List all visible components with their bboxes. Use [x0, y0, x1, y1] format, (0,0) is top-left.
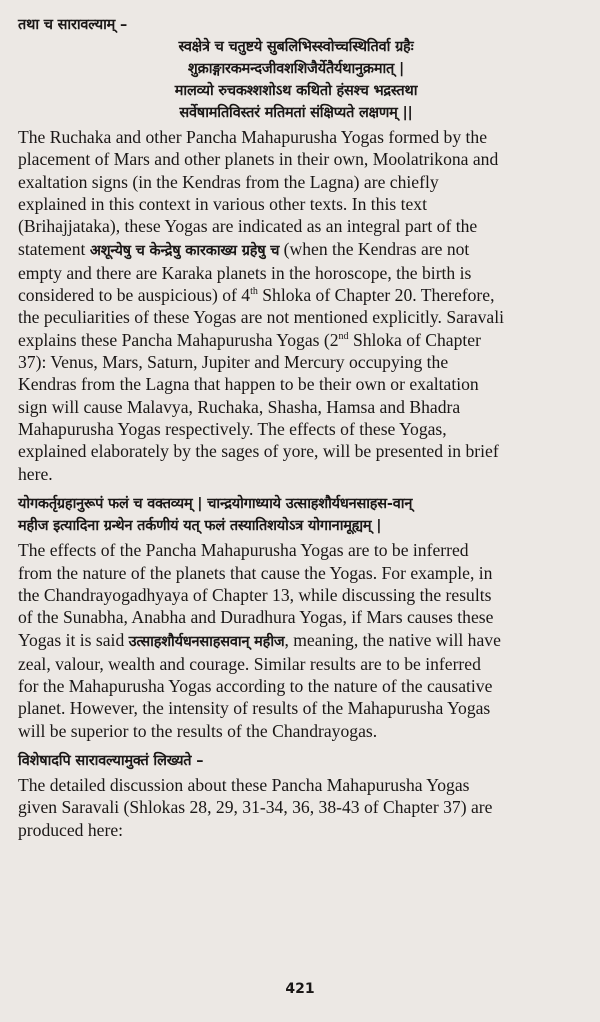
verse-line-4: सर्वेषामतिविस्तरं मतिमतां संक्षिप्यते लक्षणम् ||: [179, 105, 413, 121]
verse-yogakartr-line-2: महीज इत्यादिना ग्रन्थेन तर्कणीयं यत् फलं तस्यातिशयोऽत्र योगानामूह्यम् |: [18, 518, 382, 535]
verse-line-1: स्वक्षेत्रे च चतुष्टये सुबलिभिस्स्वोच्चस्थितिर्वा ग्रहैः: [178, 39, 414, 55]
verse-heading-visheshad: विशेषादपि सारावल्यामुक्तं लिख्यते –: [18, 752, 204, 769]
verse-line-3: मालव्यो रुचकश्शशोऽथ कथितो हंसश्च भद्रस्तथा: [174, 83, 418, 99]
verse-line-2: शुक्राङ्गारकमन्दजीवशशिजैर्येतैर्यथानुक्रमात् |: [187, 61, 405, 77]
verse-yogakartr-line-1: योगकर्तृग्रहानुरूपं फलं च वक्तव्यम् | चान्द्रयोगाध्याये उत्साहशौर्यधनसाहस-वान्: [18, 496, 413, 513]
paragraph-effects-of-yogas: The effects of the Pancha Mahapurusha Yogas are to be inferred from the nature of the planets that cause the Yogas. For example, in the Chandrayogadhyaya of Chapter 13, while discussing the results of the Sunabha, Anabha and Duradhura Yogas, if Mars causes these Yogas it is said उत्साहशौर्यधनसाहसवान् महीज, meaning, the native will have zeal, valour, wealth and courage. Similar results are to be inferred for the Mahapurusha Yogas according to the nature of the causative planet. However, the intensity of results of the Mahapurusha Yogas will be superior to the results of the Chandrayogas.: [18, 540, 501, 741]
paragraph-ruchaka-yogas: The Ruchaka and other Pancha Mahapurusha Yogas formed by the placement of Mars and other planets in their own, Moolatrikona and exaltation signs (in the Kendras from the Lagna) are chiefly explained in this context in various other texts. In this text (Brihajjataka), these Yogas are indicated as an integral part of the statement अशून्येषु च केन्द्रेषु कारकाख्य ग्रहेषु च (when the Kendras are not empty and there are Karaka planets in the horoscope, the birth is considered to be auspicious) of 4th Shloka of Chapter 20. Therefore, the peculiarities of these Yogas are not mentioned explicitly. Saravali explains these Pancha Mahapurusha Yogas (2nd Shloka of Chapter 37): Venus, Mars, Saturn, Jupiter and Mercury occupying the Kendras from the Lagna that happen to be their own or exaltation sign will cause Malavya, Ruchaka, Shasha, Hamsa and Bhadra Mahapurusha Yogas respectively. The effects of these Yogas, explained elaborately by the sages of yore, will be presented in brief here.: [18, 127, 504, 484]
inline-sanskrit-quote: उत्साहशौर्यधनसाहसवान् महीज: [128, 633, 285, 650]
inline-sanskrit-quote: अशून्येषु च केन्द्रेषु कारकाख्य ग्रहेषु च: [89, 242, 280, 259]
paragraph-detailed-discussion: The detailed discussion about these Pancha Mahapurusha Yogas given Saravali (Shlokas 28, 29, 31-34, 36, 38-43 of Chapter 37) are produced here:: [18, 774, 493, 840]
page-number: 421: [285, 981, 315, 997]
verse-heading-saravali: तथा च सारावल्याम् –: [18, 17, 128, 33]
